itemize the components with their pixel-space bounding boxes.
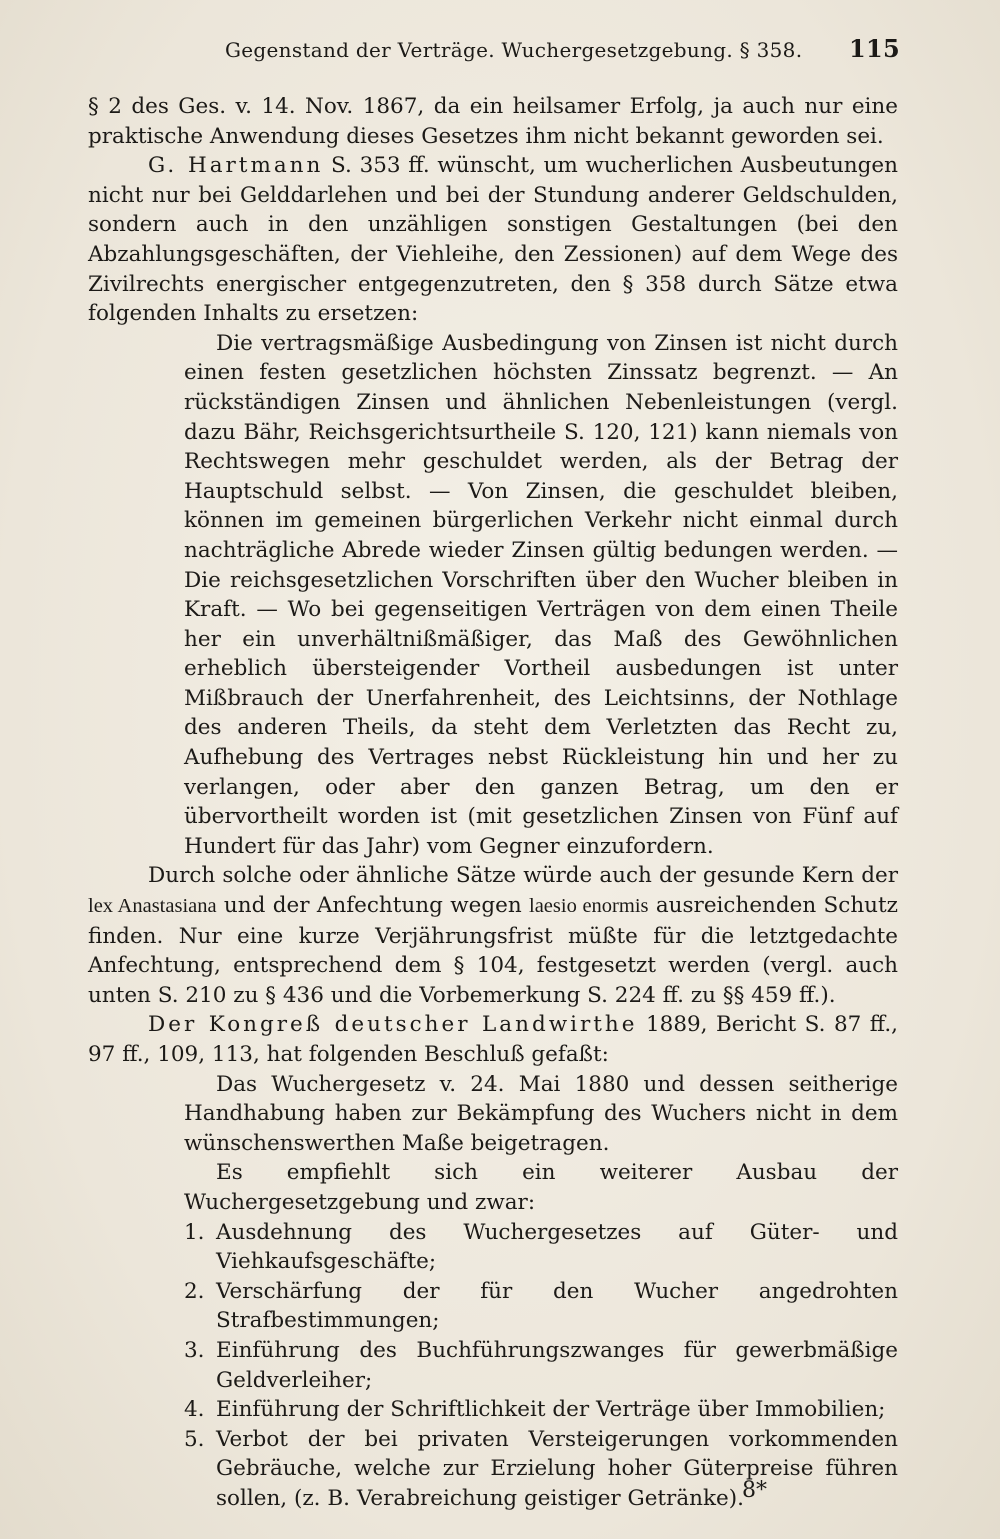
page-body bbox=[88, 92, 898, 1514]
paragraph-congress: Der Kongreß deutscher Landwirthe 1889, Bericht S. 87 ff., 97 ff., 109, 113, hat folgenden Beschluß gefaßt: bbox=[88, 1012, 898, 1067]
author-name: G. Hartmann bbox=[148, 153, 324, 179]
page-number: 115 bbox=[849, 34, 900, 63]
list-item: 1. Ausdehnung des Wuchergesetzes auf Güter- und Viehkaufsgeschäfte; bbox=[184, 1219, 898, 1275]
paragraph-continued: § 2 des Ges. v. 14. Nov. 1867, da ein heilsamer Erfolg, ja auch nur eine praktische Anwendung dieses Gesetzes ihm nicht bekannt geworden sei. bbox=[88, 94, 898, 149]
paragraph-text: S. 353 ff. wünscht, um wucherlichen Ausbeutungen nicht nur bei Gelddarlehen und bei der Stundung anderer Geldschulden, sondern auch in den unzähligen sonstigen Gestaltungen (bei den Abzahlungsgeschäften, der Viehleihe, den Zessionen) auf dem Wege des Zivilrechts energischer entgegenzutreten, den § 358 durch Sätze etwa folgenden Inhalts zu ersetzen: bbox=[88, 153, 898, 327]
congress-name: Der Kongreß deutscher Landwirthe bbox=[148, 1012, 638, 1038]
list-item: 2. Verschärfung der für den Wucher angedrohten Strafbestimmungen; bbox=[184, 1278, 898, 1334]
paragraph-commentary: Durch solche oder ähnliche Sätze würde auch der gesunde Kern der lex Anastasiana und der Anfechtung wegen laesio enormis ausreichenden Schutz finden. Nur eine kurze Verjährungsfrist müßte für die letztgedachte Anfechtung, entsprechend dem § 104, festgesetzt werden (vergl. auch unten S. 210 zu § 436 und die Vorbemerkung S. 224 ff. zu §§ 459 ff.). bbox=[88, 863, 898, 1008]
resolution-list bbox=[184, 1218, 898, 1514]
running-title: Gegenstand der Verträge. Wuchergesetzgebung. § 358. bbox=[225, 38, 803, 62]
proposed-text-quote: Die vertragsmäßige Ausbedingung von Zinsen ist nicht durch einen festen gesetzlichen höchsten Zinssatz begrenzt. — An rückständigen Zinsen und ähnlichen Nebenleistungen (vergl. dazu Bähr, Reichsgerichtsurtheile S. 120, 121) kann niemals von Rechtswegen mehr geschuldet werden, als der Betrag der Hauptschuld selbst. — Von Zinsen, die geschuldet bleiben, können im gemeinen bürgerlichen Verkehr nicht einmal durch nachträgliche Abrede wieder Zinsen gültig bedungen werden. — Die reichsgesetzlichen Vorschriften über den Wucher bleiben in Kraft. — Wo bei gegenseitigen Verträgen von dem einen Theile her ein unverhältnißmäßiger, das Maß des Gewöhnlichen erheblich übersteigender Vortheil ausbedungen ist unter Mißbrauch der Unerfahrenheit, des Leichtsinns, der Nothlage des anderen Theils, da steht dem Verletzten das Recht zu, Aufhebung des Vertrages nebst Rückleistung hin und her zu verlangen, oder aber den ganzen Betrag, um den er übervortheilt worden ist (mit gesetzlichen Zinsen von Fünf auf Hundert für das Jahr) vom Gegner einzufordern. bbox=[184, 330, 898, 859]
latin-term: laesio enormis bbox=[529, 895, 649, 918]
list-item: 3. Einführung des Buchführungszwanges für gewerbmäßige Geldverleiher; bbox=[184, 1337, 898, 1393]
list-item: 5. Verbot der bei privaten Versteigerungen vorkommenden Gebräuche, welche zur Erzielung hoher Güterpreise führen sollen, (z. B. Verabreichung geistiger Getränke). bbox=[184, 1426, 898, 1511]
paragraph-hartmann bbox=[88, 151, 898, 329]
resolution-paragraph: Das Wuchergesetz v. 24. Mai 1880 und dessen seitherige Handhabung haben zur Bekämpfung des Wuchers nicht in dem wünschenswerthen Maße beigetragen. bbox=[184, 1071, 898, 1156]
page-header bbox=[225, 34, 900, 70]
signature-mark: 8* bbox=[742, 1478, 767, 1503]
resolution-paragraph: Es empfiehlt sich ein weiterer Ausbau der Wuchergesetzgebung und zwar: bbox=[184, 1160, 898, 1215]
latin-term: lex Anastasiana bbox=[88, 895, 217, 918]
list-item: 4. Einführung der Schriftlichkeit der Verträge über Immobilien; bbox=[184, 1397, 886, 1423]
